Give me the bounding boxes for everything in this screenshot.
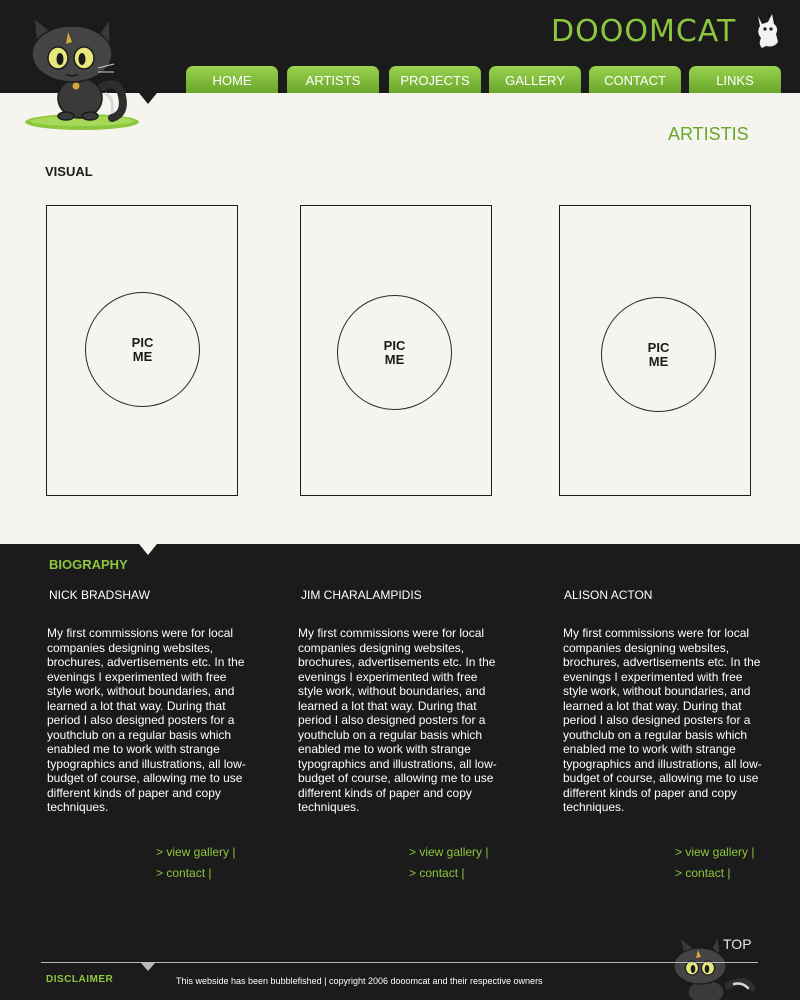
- artist-picture-placeholder: PIC ME: [337, 295, 452, 410]
- view-gallery-link[interactable]: > view gallery |: [675, 845, 755, 859]
- back-to-top-link[interactable]: TOP: [723, 936, 752, 952]
- artist-card[interactable]: [46, 205, 238, 496]
- nav-artists[interactable]: ARTISTS: [287, 66, 379, 93]
- view-gallery-link[interactable]: > view gallery |: [156, 845, 236, 859]
- artist-name: JIM CHARALAMPIDIS: [301, 588, 422, 602]
- biography-label: BIOGRAPHY: [49, 557, 128, 572]
- nav-home[interactable]: HOME: [186, 66, 278, 93]
- artist-links: [156, 842, 235, 884]
- contact-link[interactable]: > contact |: [156, 866, 212, 880]
- artist-name: NICK BRADSHAW: [49, 588, 150, 602]
- bio-column: [47, 588, 252, 815]
- footer-notch: [141, 963, 155, 971]
- nav-contact[interactable]: CONTACT: [589, 66, 681, 93]
- artist-card[interactable]: [300, 205, 492, 496]
- mascot-cat-icon: [22, 18, 142, 133]
- bio-column: [563, 588, 768, 815]
- artist-card[interactable]: [559, 205, 751, 496]
- nav-links[interactable]: LINKS: [689, 66, 781, 93]
- disclaimer-link[interactable]: DISCLAIMER: [46, 974, 114, 985]
- biography-notch: [139, 544, 157, 555]
- artist-links: [409, 842, 488, 884]
- artist-bio-text: My first commissions were for local companies designing websites, brochures, advertisements etc. In the evenings I experimented with free style work, without boundaries, and learned a lot that way. During that period I also designed posters for a youthclub on a regular basis which enabled me to work with strange typographics and illustrations, all low-budget of course, allowing me to use different kinds of paper and copy techniques.: [298, 626, 497, 814]
- artist-bio-text: My first commissions were for local companies designing websites, brochures, advertisements etc. In the evenings I experimented with free style work, without boundaries, and learned a lot that way. During that period I also designed posters for a youthclub on a regular basis which enabled me to work with strange typographics and illustrations, all low-budget of course, allowing me to use different kinds of paper and copy techniques.: [563, 626, 762, 814]
- artist-picture-placeholder: PIC ME: [85, 292, 200, 407]
- contact-link[interactable]: > contact |: [409, 866, 465, 880]
- nav-gallery[interactable]: GALLERY: [489, 66, 581, 93]
- artist-name: ALISON ACTON: [564, 588, 653, 602]
- artist-bio-text: My first commissions were for local companies designing websites, brochures, advertisements etc. In the evenings I experimented with free style work, without boundaries, and learned a lot that way. During that period I also designed posters for a youthclub on a regular basis which enabled me to work with strange typographics and illustrations, all low-budget of course, allowing me to use different kinds of paper and copy techniques.: [47, 626, 246, 814]
- artist-links: [675, 842, 754, 884]
- nav-projects[interactable]: PROJECTS: [389, 66, 481, 93]
- bio-column: [298, 588, 503, 815]
- site-logo[interactable]: DOOOMCAT: [551, 14, 737, 49]
- page-title: ARTISTIS: [668, 124, 749, 144]
- visual-section-label: VISUAL: [45, 164, 93, 179]
- logo-cat-icon: [752, 12, 782, 50]
- artist-picture-placeholder: PIC ME: [601, 297, 716, 412]
- view-gallery-link[interactable]: > view gallery |: [409, 845, 489, 859]
- copyright-text: This webside has been bubblefished | copyright 2006 dooomcat and their respective owners: [176, 976, 543, 986]
- contact-link[interactable]: > contact |: [675, 866, 731, 880]
